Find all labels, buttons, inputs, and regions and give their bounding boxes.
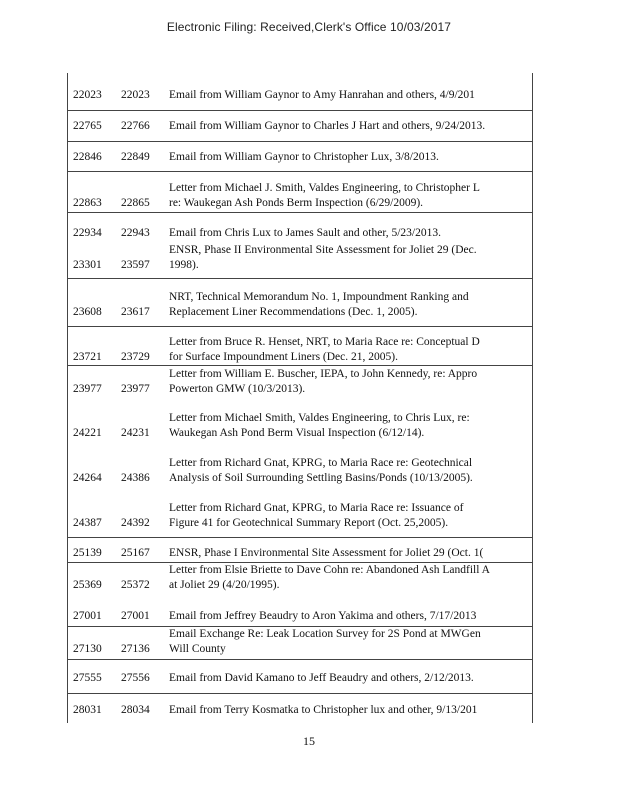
row-description: Email from Terry Kosmatka to Christopher lux and other, 9/13/201	[169, 704, 478, 716]
row-description-line-2: Replacement Liner Recommendations (Dec. 1, 2005).	[169, 306, 418, 318]
end-bates: 24231	[121, 427, 150, 439]
end-bates: 27556	[121, 672, 150, 684]
begin-bates: 23301	[73, 259, 102, 271]
end-bates: 24386	[121, 472, 150, 484]
row-divider	[68, 693, 532, 694]
begin-bates: 27130	[73, 643, 102, 655]
begin-bates: 23608	[73, 306, 102, 318]
begin-bates: 22934	[73, 227, 102, 239]
row-description-line-1: ENSR, Phase II Environmental Site Assessment for Joliet 29 (Dec.	[169, 244, 477, 256]
end-bates: 22849	[121, 151, 150, 163]
row-description-line-1: NRT, Technical Memorandum No. 1, Impoundment Ranking and	[169, 291, 469, 303]
begin-bates: 23721	[73, 351, 102, 363]
row-description-line-1: Letter from Richard Gnat, KPRG, to Maria Race re: Geotechnical	[169, 457, 473, 469]
begin-bates: 22765	[73, 120, 102, 132]
begin-bates: 25139	[73, 547, 102, 559]
begin-bates: 27001	[73, 610, 102, 622]
begin-bates: 23977	[73, 383, 102, 395]
end-bates: 25167	[121, 547, 150, 559]
row-description: ENSR, Phase I Environmental Site Assessment for Joliet 29 (Oct. 1(	[169, 547, 484, 559]
row-description-line-2: Analysis of Soil Surrounding Settling Basins/Ponds (10/13/2005).	[169, 472, 473, 484]
end-bates: 23977	[121, 383, 150, 395]
row-description: Email from Chris Lux to James Sault and other, 5/23/2013.	[169, 227, 441, 239]
row-description-line-1: Letter from Bruce R. Henset, NRT, to Maria Race re: Conceptual D	[169, 336, 480, 348]
end-bates: 22943	[121, 227, 150, 239]
end-bates: 23597	[121, 259, 150, 271]
page-number: 15	[303, 734, 315, 748]
row-description-line-1: Email Exchange Re: Leak Location Survey for 2S Pond at MWGen	[169, 628, 481, 640]
begin-bates: 24387	[73, 517, 102, 529]
row-divider	[68, 326, 532, 327]
row-divider	[68, 365, 532, 366]
row-divider	[68, 659, 532, 660]
row-description-line-2: 1998).	[169, 259, 199, 271]
row-divider	[68, 278, 532, 279]
row-description-line-2: re: Waukegan Ash Ponds Berm Inspection (6/29/2009).	[169, 197, 424, 209]
begin-bates: 24221	[73, 427, 102, 439]
row-description-line-2: at Joliet 29 (4/20/1995).	[169, 579, 280, 591]
begin-bates: 24264	[73, 472, 102, 484]
row-description-line-2: for Surface Impoundment Liners (Dec. 21, 2005).	[169, 351, 398, 363]
row-divider	[68, 212, 532, 213]
row-description-line-1: Letter from Michael J. Smith, Valdes Engineering, to Christopher L	[169, 182, 480, 194]
begin-bates: 22846	[73, 151, 102, 163]
row-description: Email from William Gaynor to Christopher Lux, 3/8/2013.	[169, 151, 439, 163]
filing-header: Electronic Filing: Received,Clerk's Office 10/03/2017	[166, 20, 452, 34]
row-description: Email from Jeffrey Beaudry to Aron Yakima and others, 7/17/2013	[169, 610, 477, 622]
row-description-line-1: Letter from Richard Gnat, KPRG, to Maria Race re: Issuance of	[169, 502, 464, 514]
begin-bates: 25369	[73, 579, 102, 591]
row-description: Email from David Kamano to Jeff Beaudry and others, 2/12/2013.	[169, 672, 474, 684]
begin-bates: 22863	[73, 197, 102, 209]
begin-bates: 28031	[73, 704, 102, 716]
row-description-line-1: Letter from Michael Smith, Valdes Engineering, to Chris Lux, re:	[169, 412, 470, 424]
row-divider	[68, 626, 532, 627]
row-description-line-2: Waukegan Ash Pond Berm Visual Inspection (6/12/14).	[169, 427, 425, 439]
end-bates: 24392	[121, 517, 150, 529]
row-description: Email from William Gaynor to Amy Hanrahan and others, 4/9/201	[169, 89, 475, 101]
row-description-line-2: Will County	[169, 643, 226, 655]
row-description-line-2: Powerton GMW (10/3/2013).	[169, 383, 306, 395]
row-divider	[68, 110, 532, 111]
begin-bates: 22023	[73, 89, 102, 101]
row-divider	[68, 141, 532, 142]
end-bates: 27136	[121, 643, 150, 655]
row-divider	[68, 537, 532, 538]
end-bates: 22766	[121, 120, 150, 132]
row-description-line-2: Figure 41 for Geotechnical Summary Report (Oct. 25,2005).	[169, 517, 449, 529]
end-bates: 25372	[121, 579, 150, 591]
end-bates: 22865	[121, 197, 150, 209]
row-description-line-1: Letter from Elsie Briette to Dave Cohn re: Abandoned Ash Landfill A	[169, 564, 490, 576]
row-description-line-1: Letter from William E. Buscher, IEPA, to John Kennedy, re: Appro	[169, 368, 478, 380]
end-bates: 27001	[121, 610, 150, 622]
end-bates: 23729	[121, 351, 150, 363]
end-bates: 23617	[121, 306, 150, 318]
row-divider	[68, 171, 532, 172]
row-divider	[68, 562, 532, 563]
exhibit-index-table	[67, 73, 533, 723]
end-bates: 22023	[121, 89, 150, 101]
end-bates: 28034	[121, 704, 150, 716]
row-description: Email from William Gaynor to Charles J Hart and others, 9/24/2013.	[169, 120, 486, 132]
begin-bates: 27555	[73, 672, 102, 684]
